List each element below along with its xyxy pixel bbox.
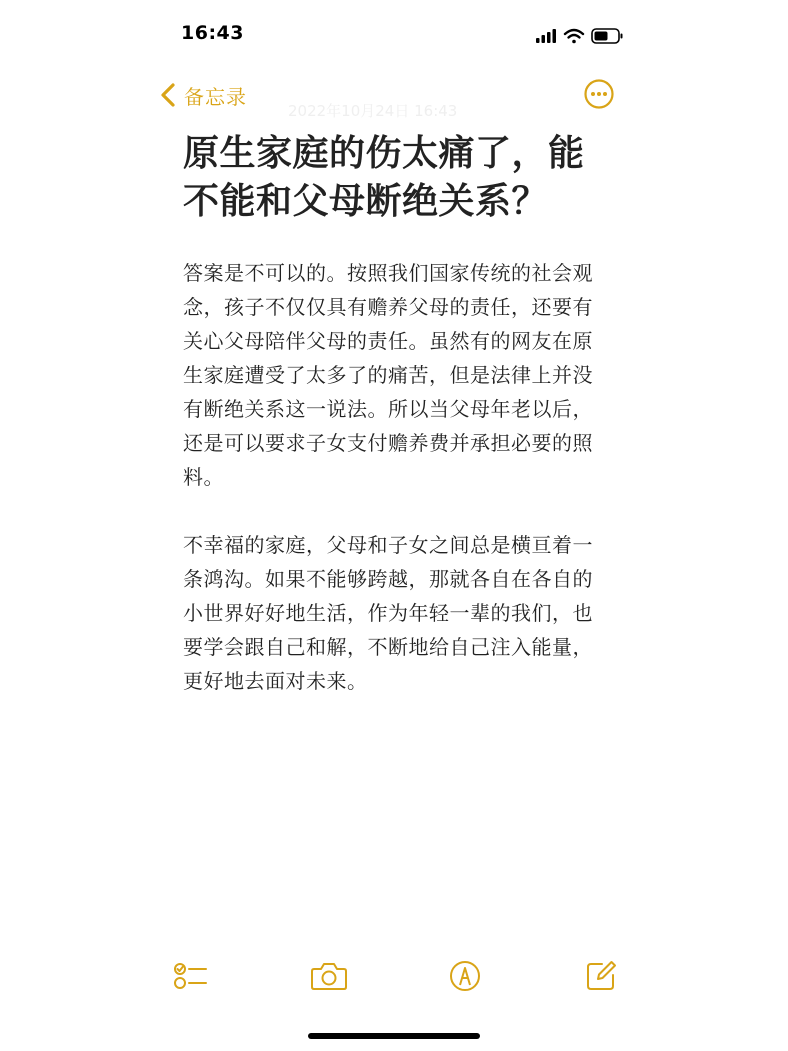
note-title[interactable]: 原生家庭的伤太痛了，能不能和父母断绝关系？ [183, 133, 585, 222]
status-icons [536, 26, 626, 46]
camera-icon [310, 961, 348, 995]
signal-icon [536, 29, 556, 43]
markup-pen-icon [449, 960, 481, 996]
status-bar [0, 0, 788, 70]
status-time: 16:43 [181, 22, 244, 44]
bottom-toolbar [0, 958, 788, 998]
back-label: 备忘录 [184, 84, 247, 109]
chevron-left-icon [160, 82, 176, 108]
home-indicator[interactable] [308, 1033, 480, 1039]
battery-icon [592, 29, 623, 43]
note-body[interactable] [183, 256, 593, 732]
checklist-icon [173, 961, 209, 995]
back-button[interactable] [160, 80, 247, 110]
note-paragraph: 不幸福的家庭，父母和子女之间总是横亘着一条鸿沟。如果不能够跨越，那就各自在各自的小世界好好地生活，作为年轻一辈的我们，也要学会跟自己和解，不断地给自己注入能量，更好地去面对未来。 [183, 533, 593, 693]
ellipsis-circle-icon [583, 95, 615, 114]
compose-icon [585, 960, 617, 996]
markup-button[interactable] [445, 958, 485, 998]
wifi-icon [565, 30, 583, 43]
more-button[interactable] [583, 78, 615, 110]
nav-bar [0, 70, 788, 122]
note-paragraph: 答案是不可以的。按照我们国家传统的社会观念，孩子不仅仅具有赡养父母的责任，还要有关心父母陪伴父母的责任。虽然有的网友在原生家庭遭受了太多了的痛苦，但是法律上并没有断绝关系这一说法。所以当父母年老以后，还是可以要求子女支付赡养费并承担必要的照料。 [183, 261, 593, 489]
checklist-button[interactable] [171, 958, 211, 998]
note-date: 2022年10月24日 16:43 [288, 102, 458, 120]
compose-button[interactable] [581, 958, 621, 998]
camera-button[interactable] [309, 958, 349, 998]
